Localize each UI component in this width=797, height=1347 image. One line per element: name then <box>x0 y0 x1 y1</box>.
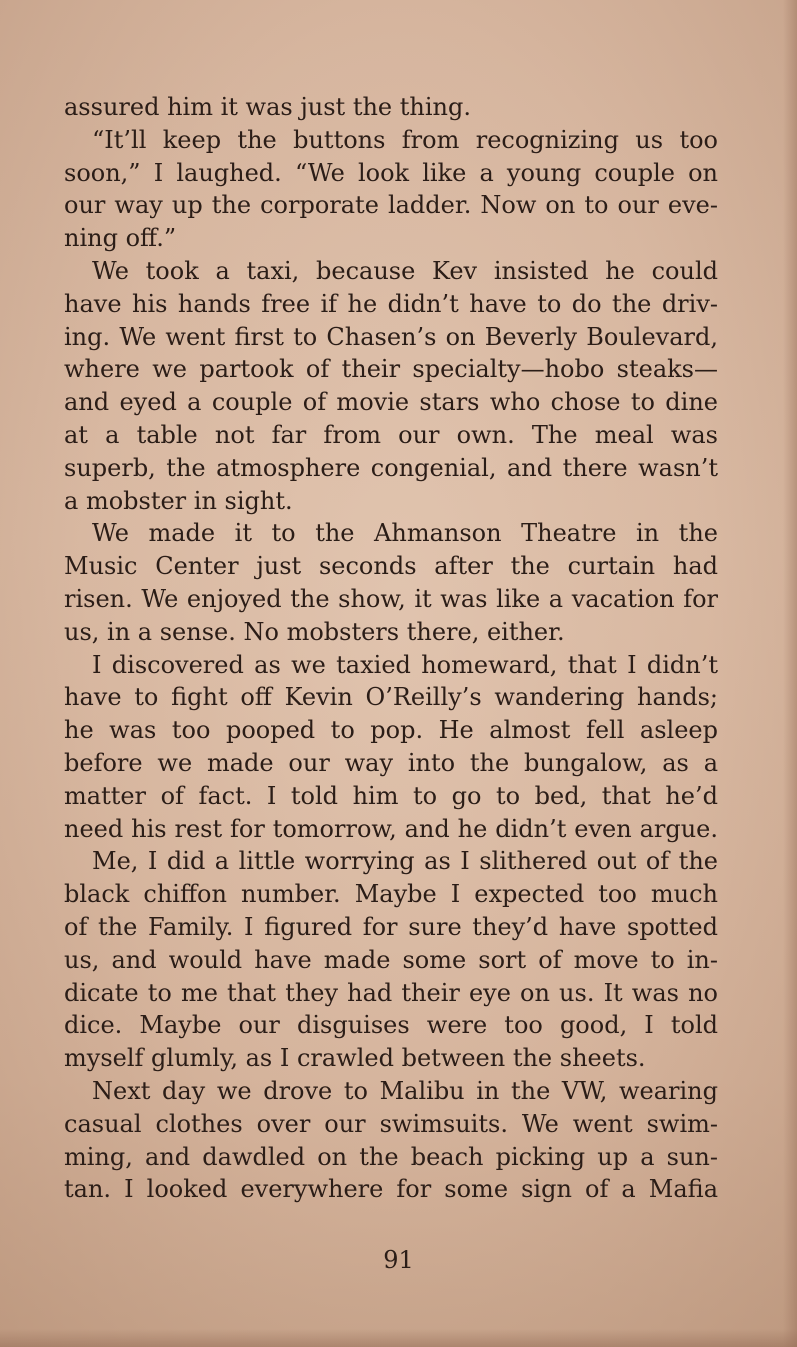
text-line: black chiffon number. Maybe I expected too much <box>64 880 718 909</box>
text-line: soon,” I laughed. “We look like a young couple on <box>64 158 718 187</box>
text-line: Next day we drove to Malibu in the VW, wearing <box>92 1076 718 1105</box>
text-line: before we made our way into the bungalow, as a <box>64 748 718 777</box>
text-line: a mobster in sight. <box>64 486 293 515</box>
text-line: us, and would have made some sort of move to in- <box>64 945 718 974</box>
page-edge-shadow-right <box>783 0 797 1347</box>
text-line: “It’ll keep the buttons from recognizing us too <box>92 125 718 154</box>
text-line: where we partook of their specialty—hobo steaks— <box>64 355 718 384</box>
text-line: Music Center just seconds after the curtain had <box>64 552 718 581</box>
text-line: ning off.” <box>64 224 177 253</box>
text-line: tan. I looked everywhere for some sign of a Mafia <box>64 1175 718 1204</box>
text-line: need his rest for tomorrow, and he didn’t even argue. <box>64 814 718 843</box>
body-text <box>64 91 718 1206</box>
text-line: We took a taxi, because Kev insisted he could <box>92 256 718 285</box>
text-line: of the Family. I figured for sure they’d have spotted <box>64 912 718 941</box>
text-line: he was too pooped to pop. He almost fell asleep <box>64 716 718 745</box>
text-line: casual clothes over our swimsuits. We went swim- <box>64 1109 718 1138</box>
text-line: dice. Maybe our disguises were too good, I told <box>64 1011 718 1040</box>
text-line: dicate to me that they had their eye on us. It was no <box>64 978 718 1007</box>
text-line: risen. We enjoyed the show, it was like a vacation for <box>64 584 718 613</box>
text-line: myself glumly, as I crawled between the sheets. <box>64 1044 646 1073</box>
text-line: our way up the corporate ladder. Now on to our eve- <box>64 191 718 220</box>
text-line: have his hands free if he didn’t have to do the driv- <box>64 289 718 318</box>
text-line: We made it to the Ahmanson Theatre in the <box>92 519 718 548</box>
text-line: and eyed a couple of movie stars who chose to dine <box>64 388 718 417</box>
text-line: superb, the atmosphere congenial, and there wasn’t <box>64 453 718 482</box>
text-line: I discovered as we taxied homeward, that I didn’t <box>92 650 718 679</box>
text-line: have to fight off Kevin O’Reilly’s wandering hands; <box>64 683 718 712</box>
text-line: at a table not far from our own. The meal was <box>64 420 718 449</box>
page-number: 91 <box>383 1246 414 1274</box>
text-line: ing. We went first to Chasen’s on Beverly Boulevard, <box>64 322 718 351</box>
text-line: matter of fact. I told him to go to bed, that he’d <box>64 781 718 810</box>
text-line: ming, and dawdled on the beach picking up a sun- <box>64 1142 718 1171</box>
text-line: assured him it was just the thing. <box>64 93 471 121</box>
text-line: Me, I did a little worrying as I slithered out of the <box>92 847 718 876</box>
page-edge-shadow-bottom <box>0 1329 797 1347</box>
text-line: us, in a sense. No mobsters there, either. <box>64 617 565 646</box>
